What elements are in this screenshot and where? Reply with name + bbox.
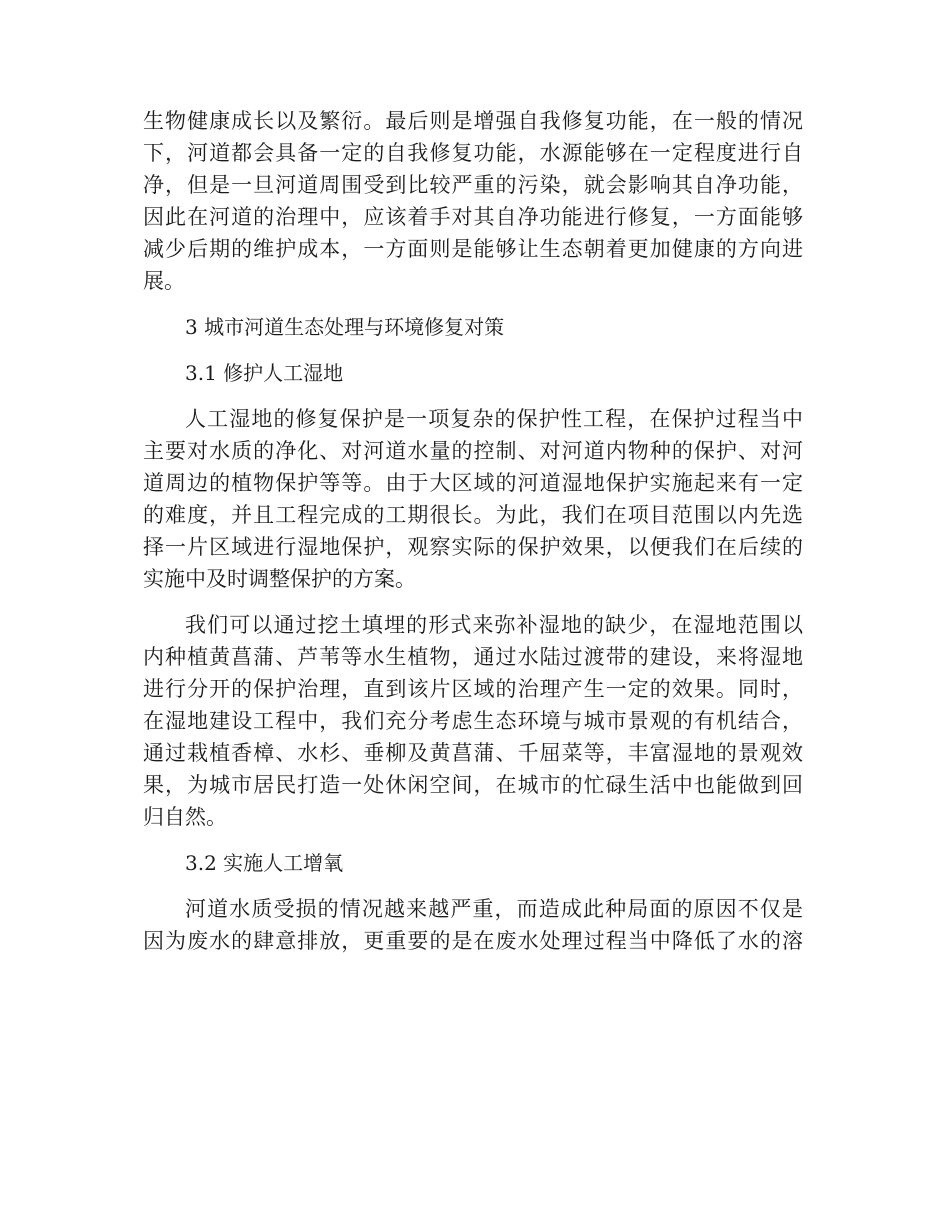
text-line: 主要对水质的净化、对河道水量的控制、对河道内物种的保护、对河 xyxy=(143,439,803,463)
text-line: 实施中及时调整保护的方案。 xyxy=(143,567,416,591)
text-line: 人工湿地的修复保护是一项复杂的保护性工程，在保护过程当中 xyxy=(185,407,803,431)
text-line: 我们可以通过挖土填埋的形式来弥补湿地的缺少，在湿地范围以 xyxy=(185,613,803,637)
text-line: 果，为城市居民打造一处休闲空间，在城市的忙碌生活中也能做到回 xyxy=(143,773,803,797)
text-line: 净，但是一旦河道周围受到比较严重的污染，就会影响其自净功能， xyxy=(143,173,803,197)
document-page xyxy=(143,105,803,971)
text-line: 通过栽植香樟、水杉、垂柳及黄菖蒲、千屈菜等，丰富湿地的景观效 xyxy=(143,741,803,765)
section-3-2-paragraph-1 xyxy=(143,893,803,957)
intro-paragraph xyxy=(143,105,803,297)
text-line: 河道水质受损的情况越来越严重，而造成此种局面的原因不仅是 xyxy=(185,897,803,921)
section-3-2-heading: 3.2 实施人工增氧 xyxy=(185,851,344,875)
text-line: 下，河道都会具备一定的自我修复功能，水源能够在一定程度进行自 xyxy=(143,141,803,165)
text-line: 的难度，并且工程完成的工期很长。为此，我们在项目范围以内先选 xyxy=(143,503,803,527)
text-line: 因为废水的肆意排放，更重要的是在废水处理过程当中降低了水的溶 xyxy=(143,929,803,953)
text-line: 内种植黄菖蒲、芦苇等水生植物，通过水陆过渡带的建设，来将湿地 xyxy=(143,645,803,669)
text-line: 减少后期的维护成本，一方面则是能够让生态朝着更加健康的方向进 xyxy=(143,237,803,261)
text-line: 因此在河道的治理中，应该着手对其自净功能进行修复，一方面能够 xyxy=(143,205,803,229)
section-3-1-paragraph-1 xyxy=(143,403,803,595)
text-line: 归自然。 xyxy=(143,805,227,829)
text-line: 展。 xyxy=(143,269,185,293)
text-line: 在湿地建设工程中，我们充分考虑生态环境与城市景观的有机结合， xyxy=(143,709,803,733)
text-line: 择一片区域进行湿地保护，观察实际的保护效果，以便我们在后续的 xyxy=(143,535,803,559)
text-line: 进行分开的保护治理，直到该片区域的治理产生一定的效果。同时， xyxy=(143,677,803,701)
section-3-1-heading: 3.1 修护人工湿地 xyxy=(185,361,344,385)
text-line: 道周边的植物保护等等。由于大区域的河道湿地保护实施起来有一定 xyxy=(143,471,803,495)
text-line: 生物健康成长以及繁衍。最后则是增强自我修复功能，在一般的情况 xyxy=(143,109,803,133)
section-3-heading: 3 城市河道生态处理与环境修复对策 xyxy=(185,315,505,339)
section-3-1-paragraph-2 xyxy=(143,609,803,833)
